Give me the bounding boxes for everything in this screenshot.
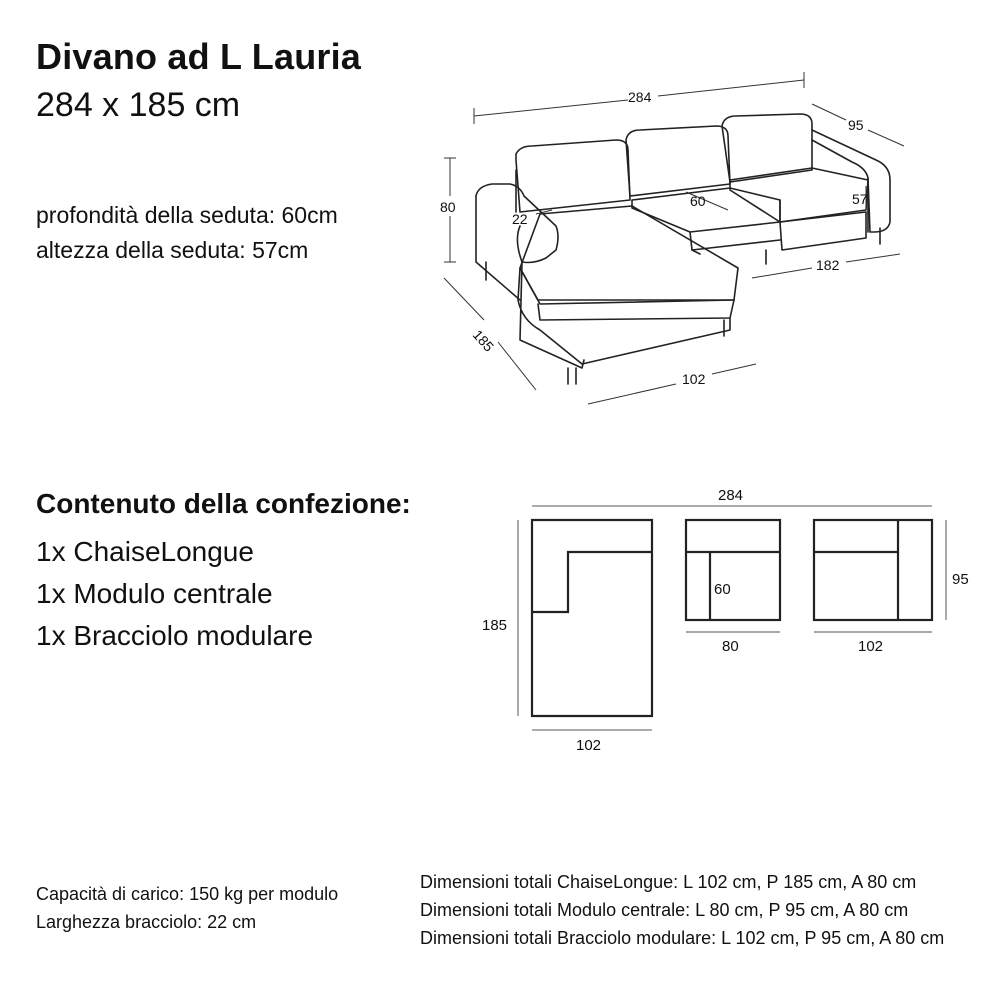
plan-dim-185: 185 — [482, 617, 508, 634]
dim-60-seat: 60 — [690, 193, 706, 209]
seat-center — [632, 188, 780, 232]
dim-57-height: 57 — [852, 191, 868, 207]
dim-102-perspective: 102 — [682, 371, 706, 387]
plan-dim-95: 95 — [952, 571, 969, 588]
plan-arm-module — [814, 520, 932, 620]
package-item-arm: 1x Bracciolo modulare — [36, 620, 314, 651]
back-cushion-right — [722, 114, 812, 182]
page-title: Divano ad L Lauria — [36, 36, 362, 77]
dim-22-arm: 22 — [512, 211, 528, 227]
seat-height-spec: altezza della seduta: 57cm — [36, 237, 309, 263]
footer-chaise-dims: Dimensioni totali ChaiseLongue: L 102 cm, P 185 cm, A 80 cm — [420, 872, 917, 892]
plan-center-module — [686, 520, 780, 620]
footer-arm-dims: Dimensioni totali Bracciolo modulare: L 102 cm, P 95 cm, A 80 cm — [420, 928, 945, 948]
package-item-center: 1x Modulo centrale — [36, 578, 273, 609]
back-cushion-middle — [626, 126, 730, 196]
dim-185-perspective: 185 — [469, 326, 498, 355]
page-subtitle: 284 x 185 cm — [36, 86, 241, 124]
dim-95-perspective: 95 — [848, 117, 864, 133]
footer-load-capacity: Capacità di carico: 150 kg per modulo — [36, 884, 339, 904]
footer-center-dims: Dimensioni totali Modulo centrale: L 80 cm, P 95 cm, A 80 cm — [420, 900, 909, 920]
dim-284-perspective: 284 — [628, 89, 652, 105]
dim-182: 182 — [816, 257, 840, 273]
plan-dim-80: 80 — [722, 638, 739, 655]
plan-dim-60: 60 — [714, 581, 731, 598]
package-heading: Contenuto della confezione: — [36, 488, 411, 519]
package-item-chaise: 1x ChaiseLongue — [36, 536, 254, 567]
footer-arm-width: Larghezza bracciolo: 22 cm — [36, 912, 257, 932]
chaise-seat — [520, 206, 738, 304]
plan-dim-102-chaise: 102 — [576, 737, 602, 754]
plan-chaise — [532, 520, 652, 716]
dim-80-perspective: 80 — [440, 199, 456, 215]
plan-dim-102-arm: 102 — [858, 638, 884, 655]
back-cushion-left — [516, 140, 630, 212]
seat-depth-spec: profondità della seduta: 60cm — [36, 202, 338, 228]
plan-dim-284: 284 — [718, 487, 744, 504]
